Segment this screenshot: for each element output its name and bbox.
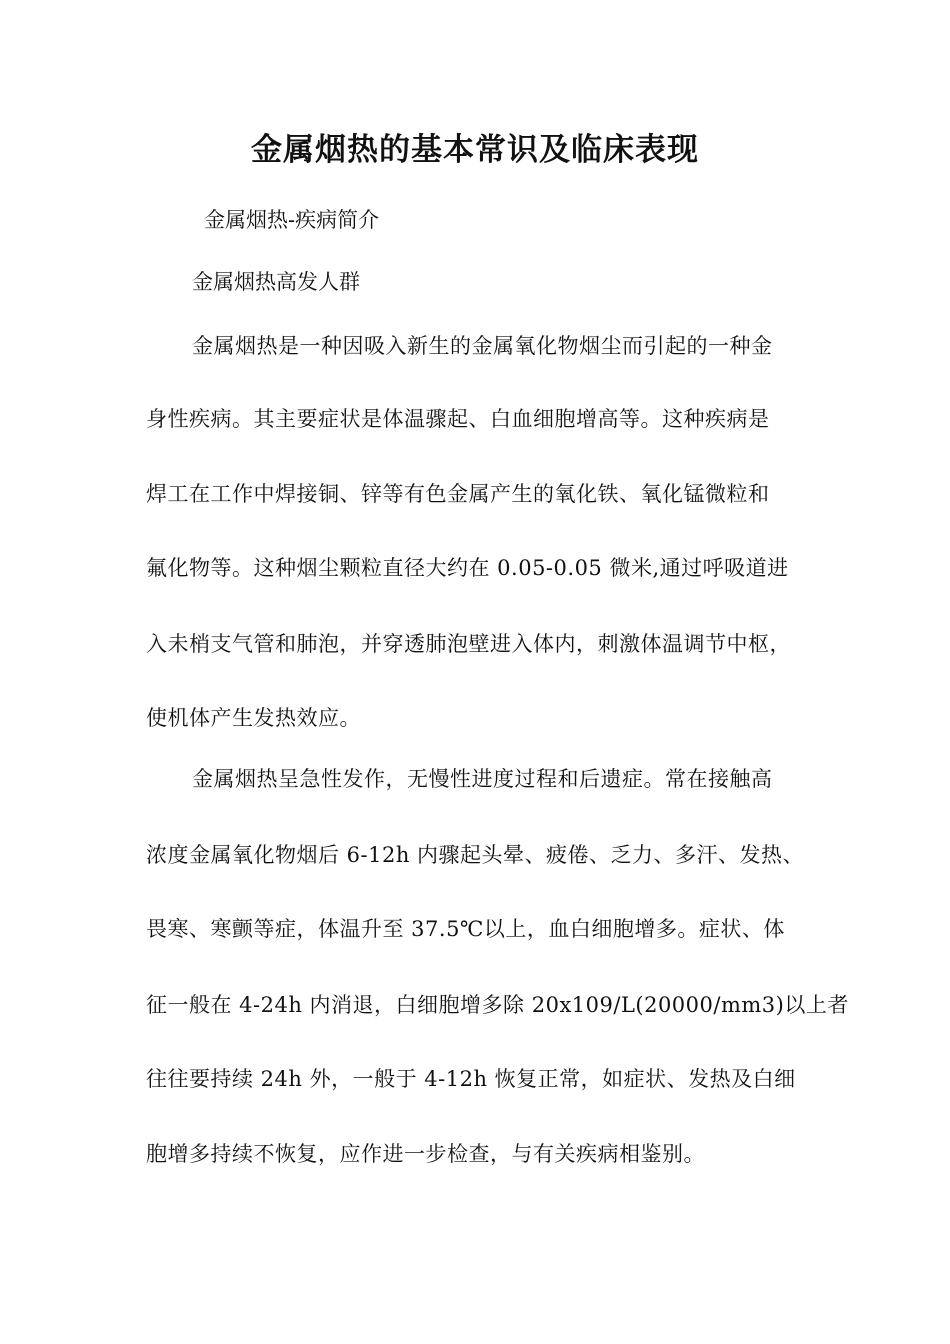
paragraph-line: 胞增多持续不恢复，应作进一步检查，与有关疾病相鉴别。 <box>146 1142 705 1166</box>
document-title: 金属烟热的基本常识及临床表现 <box>251 132 699 168</box>
section-heading: 金属烟热-疾病简介 <box>204 208 380 232</box>
subsection-heading: 金属烟热高发人群 <box>192 270 360 294</box>
paragraph-line: 征一般在 4-24h 内消退，白细胞增多除 20x109/L(20000/mm3)以上者 <box>146 993 849 1017</box>
paragraph-line: 浓度金属氧化物烟后 6-12h 内骤起头晕、疲倦、乏力、多汗、发热、 <box>146 843 805 867</box>
paragraph-line: 氟化物等。这种烟尘颗粒直径大约在 0.05-0.05 微米,通过呼吸道进 <box>146 556 789 580</box>
paragraph-line: 入未梢支气管和肺泡，并穿透肺泡壁进入体内，刺激体温调节中枢， <box>146 632 791 656</box>
paragraph-line: 金属烟热呈急性发作，无慢性进度过程和后遗症。常在接触高 <box>192 767 773 791</box>
paragraph-line: 往往要持续 24h 外，一般于 4-12h 恢复正常，如症状、发热及白细 <box>146 1067 796 1091</box>
paragraph-line: 使机体产生发热效应。 <box>146 706 361 730</box>
paragraph-line: 畏寒、寒颤等症，体温升至 37.5℃以上，血白细胞增多。症状、体 <box>146 917 785 941</box>
paragraph-line: 身性疾病。其主要症状是体温骤起、白血细胞增高等。这种疾病是 <box>146 407 770 431</box>
paragraph-line: 焊工在工作中焊接铜、锌等有色金属产生的氧化铁、氧化锰微粒和 <box>146 482 770 506</box>
paragraph-line: 金属烟热是一种因吸入新生的金属氧化物烟尘而引起的一种金 <box>192 334 773 358</box>
